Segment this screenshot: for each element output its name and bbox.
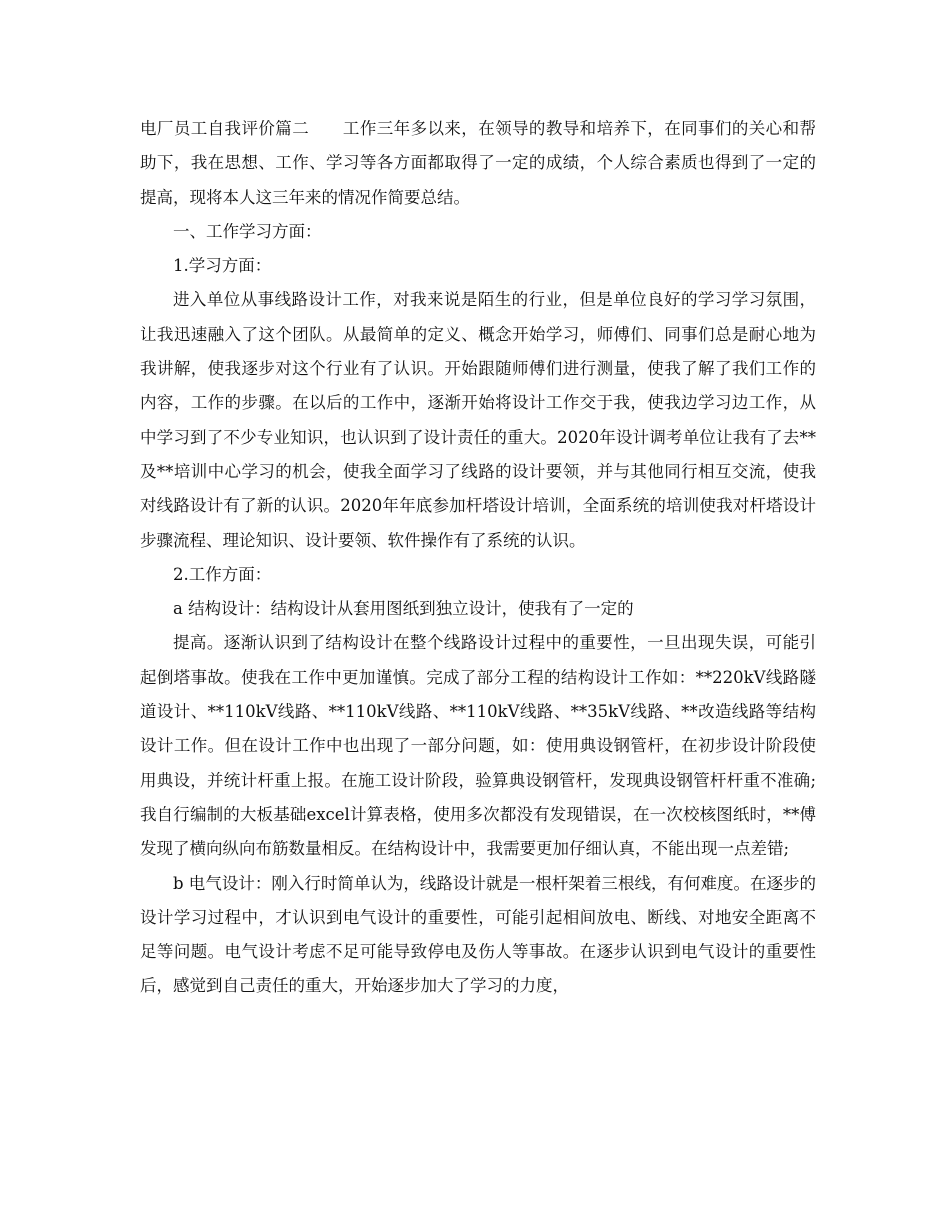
electrical-design-paragraph: b 电气设计：刚入行时简单认为，线路设计就是一根杆架着三根线，有何难度。在逐步的设计学习过程中，才认识到电气设计的重要性，可能引起相间放电、断线、对地安全距离不足等问题。电气设计考虑不足可能导致停电及伤人等事故。在逐步认识到电气设计的重要性后，感觉到自己责任的重大，开始逐步加大了学习的力度，	[140, 873, 816, 996]
structural-design-heading: a 结构设计：结构设计从套用图纸到独立设计，使我有了一定的	[173, 599, 634, 619]
study-paragraph: 进入单位从事线路设计工作，对我来说是陌生的行业，但是单位良好的学习学习氛围，让我迅速融入了这个团队。从最简单的定义、概念开始学习，师傅们、同事们总是耐心地为我讲解，使我逐步对这个行业有了认识。开始跟随师傅们进行测量，使我了解了我们工作的内容，工作的步骤。在以后的工作中，逐渐开始将设计工作交于我，使我边学习边工作，从中学习到了不少专业知识，也认识到了设计责任的重大。2020年设计调考单位让我有了去**及**培训中心学习的机会，使我全面学习了线路的设计要领，并与其他同行相互交流，使我对线路设计有了新的认识。2020年年底参加杆塔设计培训，全面系统的培训使我对杆塔设计步骤流程、理论知识、设计要领、软件操作有了系统的认识。	[140, 290, 816, 550]
subheading-work: 2.工作方面：	[173, 564, 272, 584]
document-page	[140, 112, 816, 1004]
section-heading-work-study: 一、工作学习方面：	[173, 221, 322, 241]
subheading-study: 1.学习方面：	[173, 256, 272, 276]
structural-design-paragraph: 提高。逐渐认识到了结构设计在整个线路设计过程中的重要性，一旦出现失误，可能引起倒塔事故。使我在工作中更加谨慎。完成了部分工程的结构设计工作如：**220kV线路隧道设计、**110kV线路、**110kV线路、**110kV线路、**35kV线路、**改造线路等结构设计工作。但在设计工作中也出现了一部分问题，如：使用典设钢管杆，在初步设计阶段使用典设，并统计杆重上报。在施工设计阶段，验算典设钢管杆，发现典设钢管杆杆重不准确;我自行编制的大板基础excel计算表格，使用多次都没有发现错误，在一次校核图纸时，**傅发现了横向纵向布筋数量相反。在结构设计中，我需要更加仔细认真，不能出现一点差错;	[140, 633, 816, 859]
intro-paragraph: 电厂员工自我评价篇二 工作三年多以来，在领导的教导和培养下，在同事们的关心和帮助下，我在思想、工作、学习等各方面都取得了一定的成绩，个人综合素质也得到了一定的提高，现将本人这三年来的情况作简要总结。	[140, 119, 816, 207]
